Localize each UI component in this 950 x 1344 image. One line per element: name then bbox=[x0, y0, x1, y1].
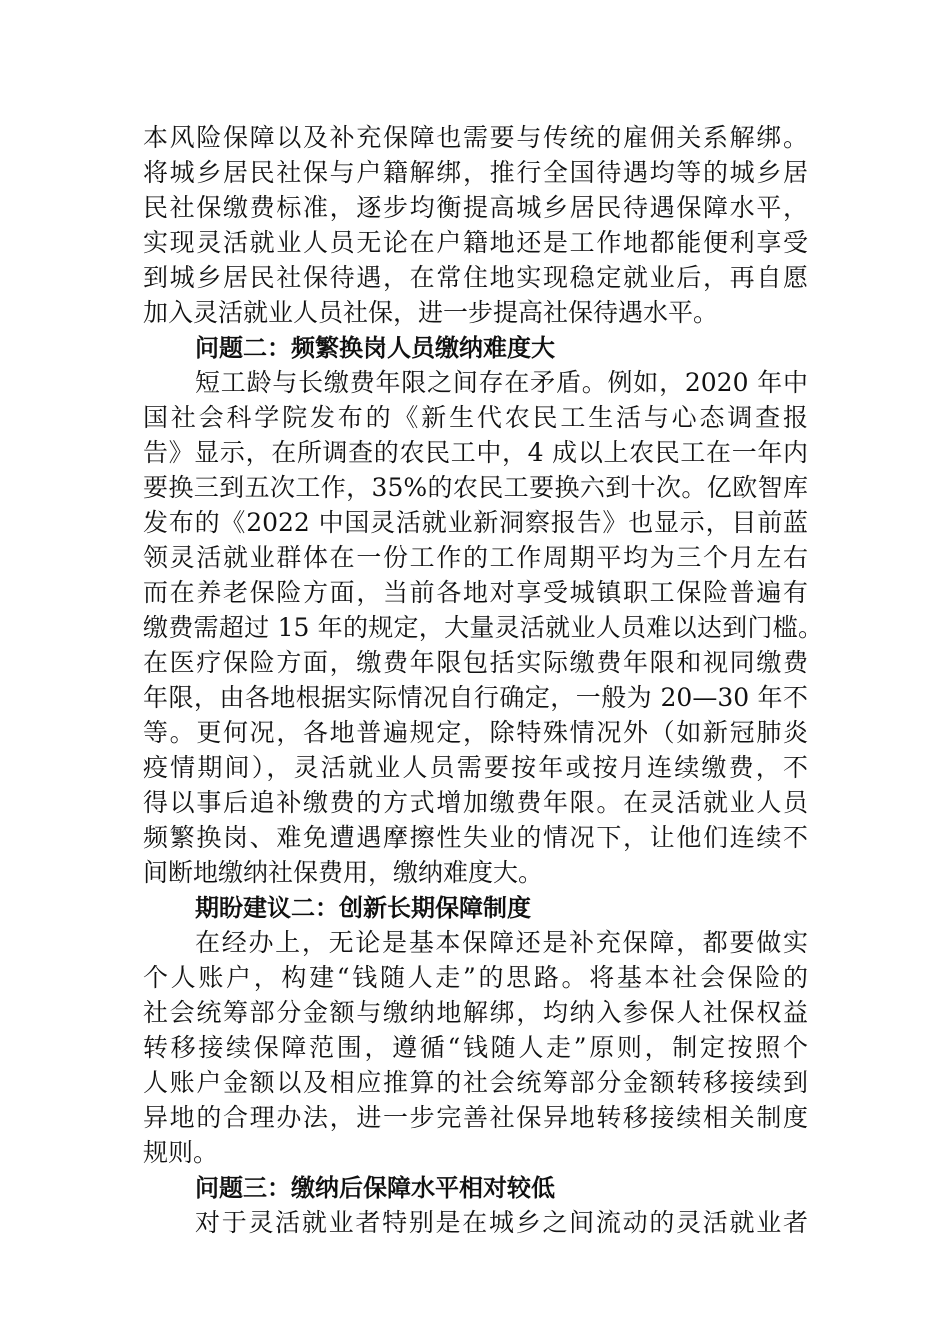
paragraph-line: 发布的《2022 中国灵活就业新洞察报告》也显示，目前蓝 bbox=[143, 508, 808, 537]
paragraph-line: 民社保缴费标准，逐步均衡提高城乡居民待遇保障水平， bbox=[143, 193, 808, 222]
paragraph-line: 短工龄与长缴费年限之间存在矛盾。例如，2020 年中 bbox=[195, 368, 808, 397]
section-heading-suggestion-2: 期盼建议二：创新长期保障制度 bbox=[195, 894, 531, 922]
section-heading-problem-2: 问题二：频繁换岗人员缴纳难度大 bbox=[195, 334, 555, 362]
paragraph-line: 要换三到五次工作，35%的农民工要换六到十次。亿欧智库 bbox=[143, 473, 808, 502]
paragraph-line: 间断地缴纳社保费用，缴纳难度大。 bbox=[143, 858, 544, 887]
paragraph-line: 实现灵活就业人员无论在户籍地还是工作地都能便利享受 bbox=[143, 228, 808, 257]
paragraph-line: 等。更何况，各地普遍规定，除特殊情况外（如新冠肺炎 bbox=[143, 718, 808, 747]
paragraph-line: 疫情期间），灵活就业人员需要按年或按月连续缴费，不 bbox=[143, 753, 808, 782]
paragraph-line: 将城乡居民社保与户籍解绑，推行全国待遇均等的城乡居 bbox=[143, 158, 808, 187]
paragraph-line: 国社会科学院发布的《新生代农民工生活与心态调查报 bbox=[143, 403, 808, 432]
paragraph-line: 规则。 bbox=[143, 1138, 219, 1167]
paragraph-line: 转移接续保障范围，遵循“钱随人走”原则，制定按照个 bbox=[143, 1033, 808, 1062]
paragraph-line: 社会统筹部分金额与缴纳地解绑，均纳入参保人社保权益 bbox=[143, 998, 808, 1027]
paragraph-line: 频繁换岗、难免遭遇摩擦性失业的情况下，让他们连续不 bbox=[143, 823, 808, 852]
paragraph-line: 缴费需超过 15 年的规定，大量灵活就业人员难以达到门槛。 bbox=[143, 613, 823, 642]
paragraph-line: 领灵活就业群体在一份工作的工作周期平均为三个月左右 bbox=[143, 543, 808, 572]
paragraph-line: 在医疗保险方面，缴费年限包括实际缴费年限和视同缴费 bbox=[143, 648, 808, 677]
paragraph-line: 个人账户，构建“钱随人走”的思路。将基本社会保险的 bbox=[143, 963, 808, 992]
paragraph-line: 加入灵活就业人员社保，进一步提高社保待遇水平。 bbox=[143, 298, 719, 327]
paragraph-line: 到城乡居民社保待遇，在常住地实现稳定就业后，再自愿 bbox=[143, 263, 808, 292]
paragraph-line: 得以事后追补缴费的方式增加缴费年限。在灵活就业人员 bbox=[143, 788, 808, 817]
paragraph-line: 异地的合理办法，进一步完善社保异地转移接续相关制度 bbox=[143, 1103, 808, 1132]
paragraph-line: 年限，由各地根据实际情况自行确定，一般为 20—30 年不 bbox=[143, 683, 808, 712]
paragraph-line: 对于灵活就业者特别是在城乡之间流动的灵活就业者 bbox=[195, 1208, 808, 1237]
paragraph-line: 本风险保障以及补充保障也需要与传统的雇佣关系解绑。 bbox=[143, 123, 808, 152]
paragraph-line: 而在养老保险方面，当前各地对享受城镇职工保险普遍有 bbox=[143, 578, 808, 607]
paragraph-line: 告》显示，在所调查的农民工中，4 成以上农民工在一年内 bbox=[143, 438, 808, 467]
section-heading-problem-3: 问题三：缴纳后保障水平相对较低 bbox=[195, 1174, 555, 1202]
paragraph-line: 在经办上，无论是基本保障还是补充保障，都要做实 bbox=[195, 928, 808, 957]
paragraph-line: 人账户金额以及相应推算的社会统筹部分金额转移接续到 bbox=[143, 1068, 808, 1097]
